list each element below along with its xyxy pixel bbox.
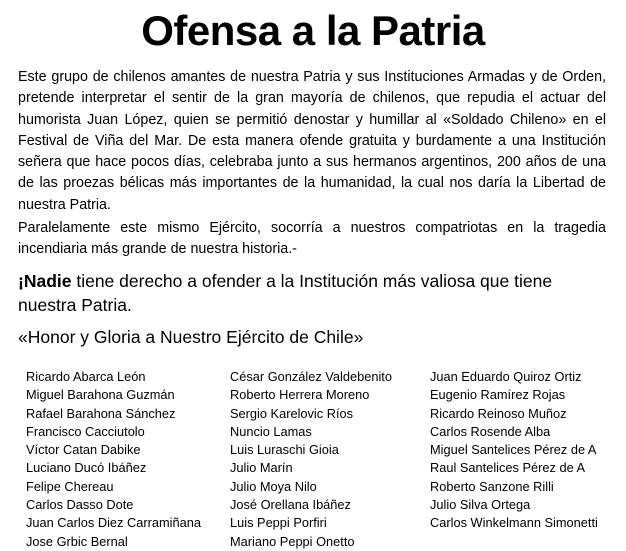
statement-bold: ¡Nadie [18,271,72,291]
paragraph-army-aid: Paralelamente este mismo Ejército, socorría a nuestros compatriotas en la tragedia incendiaria más grande de nuestra historia.- [18,220,606,258]
signatory-name: Rafael Barahona Sánchez [26,405,176,421]
signatory-name: Ricardo Reinoso Muñoz [430,405,567,421]
signatory-name: Juan Carlos Diez Carramiñana [26,515,201,531]
signatory-name: Miguel Santelices Pérez de A [430,442,597,458]
signatory-name: Miguel Barahona Guzmán [26,387,175,403]
signatories-column-2 [230,368,440,551]
signatories-column-1 [26,368,236,551]
statement-rest: tiene derecho a ofender a la Institución más valiosa que tiene nuestra Patria. [18,271,553,315]
signatory-name: Felipe Chereau [26,478,114,494]
signatory-name: Julio Moya Nilo [230,478,317,494]
motto: «Honor y Gloria a Nuestro Ejército de Chile» [18,327,364,347]
signatory-name: Julio Silva Ortega [430,497,531,513]
document-title: Ofensa a la Patria [141,7,485,54]
signatory-name: Mariano Peppi Onetto [230,533,355,549]
signatory-name: Carlos Dasso Dote [26,497,134,513]
signatory-name: Jose Grbic Bernal [26,533,128,549]
signatory-name: Ricardo Abarca León [26,369,146,384]
paragraph-intro: Este grupo de chilenos amantes de nuestra Patria y sus Instituciones Armadas y de Orden, pretende interpretar el sentir de la gran mayoría de chilenos, que repudia el actuar del humorista Juan López, quien se permitió denostar y humillar al «Soldado Chileno» en el Festival de Viña del Mar. De esta manera ofende gratuita y burdamente a una Institución señera que hace pocos días, celebraba junto a sus hermanos argentinos, 200 años de una de las proezas bélicas más importantes de la humanidad, la cual nos daría la Libertad de nuestra Patria. [18,69,606,213]
signatory-name: Sergio Karelovic Ríos [230,405,354,421]
signatory-name: Luis Luraschi Gioia [230,442,339,458]
signatory-name: Luciano Ducó Ibáñez [26,460,147,476]
signatory-name: Francisco Cacciutolo [26,423,145,439]
signatory-name: Roberto Herrera Moreno [230,387,370,403]
signatory-name: Víctor Catan Dabike [26,442,141,458]
signatory-name: Juan Eduardo Quiroz Ortiz [430,369,582,384]
signatory-name: Carlos Winkelmann Simonetti [430,515,598,531]
signatory-name: Roberto Sanzone Rilli [430,478,554,494]
signatory-name: Julio Marín [230,460,293,476]
signatory-name: César González Valdebenito [230,369,392,384]
signatory-name: José Orellana Ibáñez [230,497,351,513]
signatory-name: Luis Peppi Porfiri [230,515,327,531]
signatories-column-3 [430,368,626,533]
signatory-name: Raul Santelices Pérez de A [430,460,586,476]
statement [18,269,608,317]
signatory-name: Nuncio Lamas [230,423,312,439]
signatory-name: Eugenio Ramírez Rojas [430,387,566,403]
signatory-name: Carlos Rosende Alba [430,423,551,439]
